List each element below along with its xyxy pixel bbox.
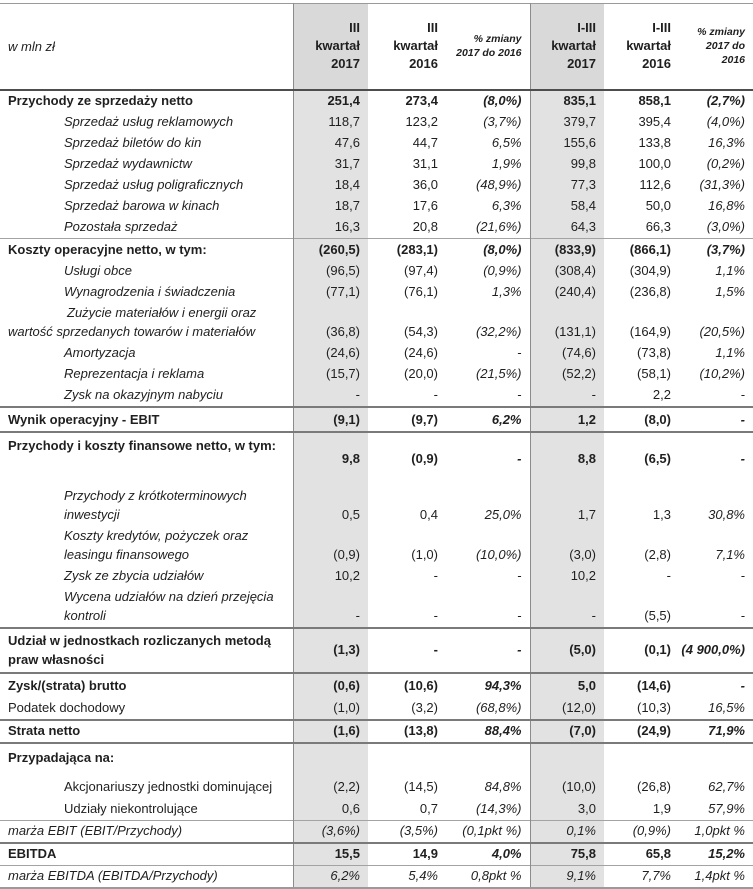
cell-ytd-2017: (12,0) — [530, 697, 604, 720]
cell-chg-q3: (32,2%) — [475, 324, 522, 339]
table-row — [0, 385, 753, 407]
cell-q3-2016: - — [433, 608, 438, 623]
cell-ytd-2016: (304,9) — [629, 263, 671, 278]
cell-chg-q3: - — [446, 628, 530, 673]
row-label: Strata netto — [0, 720, 293, 743]
cell-ytd-2017 — [530, 743, 604, 769]
cell-q3-2016: (14,5) — [404, 779, 438, 794]
row-label: Sprzedaż usług reklamowych — [64, 113, 234, 129]
cell-ytd-2017: 75,8 — [530, 843, 604, 866]
cell-q3-2017: - — [293, 587, 368, 628]
table-row — [0, 133, 753, 154]
table-row — [0, 154, 753, 175]
cell-ytd-2017: (74,6) — [530, 343, 604, 364]
cell-ytd-2016: (236,8) — [629, 284, 671, 299]
cell-ytd-2016: 133,8 — [638, 134, 671, 150]
cell-ytd-2017: (7,0) — [530, 720, 604, 743]
header-line: % zmiany — [697, 26, 745, 39]
cell-ytd-2017: 99,8 — [530, 154, 604, 175]
cell-chg-q3: - — [517, 568, 522, 583]
table-row — [0, 217, 753, 239]
cell-q3-2017: - — [293, 385, 368, 407]
row-label: Zysk na okazyjnym nabyciu — [64, 387, 223, 402]
cell-q3-2017: (9,1) — [293, 407, 368, 432]
cell-ytd-2017: 3,0 — [530, 798, 604, 820]
row-label: Zużycie materiałów i energii oraz wartość sprzedanych towarów i materiałów — [8, 305, 257, 339]
cell-ytd-2017: - — [530, 385, 604, 407]
row-label: Usługi obce — [64, 263, 132, 278]
cell-chg-ytd: - — [679, 407, 753, 432]
cell-chg-q3: (14,3%) — [475, 800, 522, 816]
cell-chg-q3: - — [446, 432, 530, 486]
row-label: Koszty kredytów, pożyczek oraz leasingu finansowego — [64, 528, 249, 562]
cell-chg-ytd: (20,5%) — [699, 324, 745, 339]
cell-q3-2016: - — [368, 628, 446, 673]
cell-q3-2016: (13,8) — [368, 720, 446, 743]
cell-ytd-2016: - — [666, 568, 671, 583]
table-header — [0, 4, 753, 90]
cell-q3-2017: (3,6%) — [293, 820, 368, 843]
cell-q3-2017: (77,1) — [293, 282, 368, 303]
cell-ytd-2017: (240,4) — [530, 282, 604, 303]
cell-q3-2016: 123,2 — [405, 113, 438, 129]
cell-chg-ytd: 30,8% — [708, 507, 745, 522]
cell-q3-2017: 251,4 — [293, 90, 368, 112]
cell-q3-2016: 273,4 — [405, 92, 438, 108]
cell-chg-q3: 6,5% — [491, 134, 522, 150]
table-row — [0, 343, 753, 364]
cell-ytd-2016: 858,1 — [638, 92, 671, 108]
cell-ytd-2016 — [604, 743, 679, 769]
cell-chg-ytd: 16,5% — [708, 700, 745, 715]
cell-q3-2017: 10,2 — [293, 566, 368, 587]
column-header-q3-2016 — [368, 4, 446, 90]
cell-q3-2016: - — [433, 568, 438, 583]
cell-q3-2016: (24,6) — [404, 345, 438, 360]
table-row — [0, 720, 753, 743]
header-line: 2016 — [409, 56, 438, 72]
row-label: Wynik operacyjny - EBIT — [0, 407, 293, 432]
table-row — [0, 112, 753, 133]
row-label: Podatek dochodowy — [8, 700, 126, 715]
cell-chg-ytd: 1,5% — [715, 284, 745, 299]
cell-ytd-2016: (58,1) — [637, 366, 671, 381]
cell-chg-q3 — [446, 743, 530, 769]
header-line: kwartał — [626, 38, 671, 54]
cell-q3-2016: 44,7 — [412, 134, 438, 150]
cell-q3-2016: 0,7 — [419, 800, 438, 816]
cell-ytd-2017: - — [530, 587, 604, 628]
cell-ytd-2017: 64,3 — [530, 217, 604, 239]
cell-chg-ytd: (3,0%) — [706, 218, 745, 234]
row-label: Udział w jednostkach rozliczanych metodą praw własności — [0, 628, 293, 673]
cell-q3-2017: 118,7 — [293, 112, 368, 133]
cell-q3-2017: (2,2) — [293, 769, 368, 798]
cell-ytd-2017: (52,2) — [530, 364, 604, 385]
cell-q3-2017: (36,8) — [293, 303, 368, 343]
cell-chg-q3: 1,9% — [491, 155, 522, 171]
header-line: 2017 do 2016 — [456, 47, 522, 60]
cell-ytd-2016: (0,1) — [604, 628, 679, 673]
table-row — [0, 196, 753, 217]
cell-q3-2016: 0,4 — [419, 507, 438, 522]
row-label: Sprzedaż barowa w kinach — [64, 197, 220, 213]
cell-q3-2016: (9,7) — [368, 407, 446, 432]
cell-chg-ytd: 1,1% — [715, 263, 745, 278]
cell-chg-q3: - — [517, 608, 522, 623]
cell-chg-ytd: - — [740, 387, 745, 402]
cell-q3-2016: (3,2) — [411, 700, 438, 715]
cell-q3-2017: 9,8 — [293, 432, 368, 486]
row-label: Przychody z krótkoterminowych inwestycji — [64, 488, 247, 522]
cell-q3-2016: (0,9) — [368, 432, 446, 486]
cell-chg-q3: 1,3% — [491, 284, 522, 299]
cell-ytd-2016: 50,0 — [645, 197, 671, 213]
cell-q3-2017: 0,5 — [293, 486, 368, 526]
table-row — [0, 261, 753, 282]
cell-ytd-2016: 395,4 — [638, 113, 671, 129]
row-label: Wycena udziałów na dzień przejęcia kontroli — [64, 589, 274, 623]
cell-ytd-2016: 7,7% — [604, 865, 679, 888]
cell-chg-ytd: (0,2%) — [706, 155, 745, 171]
cell-chg-q3: 4,0% — [446, 843, 530, 866]
cell-ytd-2017: 1,2 — [530, 407, 604, 432]
cell-ytd-2016: 100,0 — [638, 155, 671, 171]
cell-ytd-2017: 379,7 — [530, 112, 604, 133]
cell-ytd-2016: (0,9%) — [604, 820, 679, 843]
header-line: % zmiany — [473, 33, 522, 46]
cell-ytd-2016: 65,8 — [604, 843, 679, 866]
cell-ytd-2016: (2,8) — [644, 547, 671, 562]
cell-q3-2017: 15,5 — [293, 843, 368, 866]
cell-q3-2016: (1,0) — [411, 547, 438, 562]
header-line: I-III — [577, 20, 596, 36]
cell-chg-q3: 6,2% — [446, 407, 530, 432]
cell-chg-ytd: (3,7%) — [679, 238, 753, 261]
cell-ytd-2017: (10,0) — [530, 769, 604, 798]
row-label: Sprzedaż biletów do kin — [64, 134, 202, 150]
table-row — [0, 432, 753, 486]
cell-q3-2017: (0,9) — [293, 526, 368, 566]
cell-ytd-2017: 77,3 — [530, 175, 604, 196]
row-label: Przychody i koszty finansowe netto, w tym: — [0, 432, 293, 486]
header-line: 2017 do 2016 — [705, 40, 745, 67]
cell-chg-q3: 94,3% — [446, 673, 530, 697]
row-label: Sprzedaż wydawnictw — [64, 155, 192, 171]
column-header-q3-2017 — [293, 4, 368, 90]
row-label: Zysk ze zbycia udziałów — [64, 568, 204, 583]
unit-label: w mln zł — [0, 4, 293, 90]
cell-ytd-2016: (14,6) — [604, 673, 679, 697]
cell-q3-2017: (1,3) — [293, 628, 368, 673]
cell-chg-ytd: 62,7% — [708, 779, 745, 794]
cell-chg-ytd: (31,3%) — [699, 176, 745, 192]
cell-q3-2017: 0,6 — [293, 798, 368, 820]
cell-ytd-2016: (24,9) — [604, 720, 679, 743]
cell-q3-2017 — [293, 743, 368, 769]
cell-ytd-2017: (833,9) — [530, 238, 604, 261]
cell-q3-2016: 36,0 — [412, 176, 438, 192]
column-header-change-q3 — [446, 4, 530, 90]
row-label: marża EBITDA (EBITDA/Przychody) — [0, 865, 293, 888]
cell-q3-2016: 20,8 — [412, 218, 438, 234]
row-label: Reprezentacja i reklama — [64, 366, 205, 381]
cell-ytd-2016: (26,8) — [637, 779, 671, 794]
cell-ytd-2016: (866,1) — [604, 238, 679, 261]
row-label: Akcjonariuszy jednostki dominującej — [64, 779, 273, 794]
financial-table — [0, 3, 753, 889]
table-row — [0, 673, 753, 697]
table-row — [0, 865, 753, 888]
cell-chg-q3: (0,1pkt %) — [446, 820, 530, 843]
cell-ytd-2017: (308,4) — [530, 261, 604, 282]
cell-chg-ytd: 15,2% — [679, 843, 753, 866]
cell-chg-ytd: 57,9% — [708, 800, 745, 816]
cell-ytd-2017: 5,0 — [530, 673, 604, 697]
cell-chg-q3: 25,0% — [484, 507, 522, 522]
cell-chg-q3: (21,5%) — [475, 366, 522, 381]
header-line: kwartał — [315, 38, 360, 54]
cell-q3-2016: 17,6 — [412, 197, 438, 213]
row-label: Amortyzacja — [64, 345, 136, 360]
cell-chg-q3: 88,4% — [446, 720, 530, 743]
cell-q3-2017: (24,6) — [293, 343, 368, 364]
cell-q3-2017: (260,5) — [293, 238, 368, 261]
cell-ytd-2016: 1,3 — [652, 507, 671, 522]
cell-chg-q3: (68,8%) — [475, 700, 522, 715]
header-line: kwartał — [551, 38, 596, 54]
table-row — [0, 743, 753, 769]
row-label: Przychody ze sprzedaży netto — [8, 92, 193, 108]
row-label: Zysk/(strata) brutto — [0, 673, 293, 697]
table-body — [0, 90, 753, 888]
cell-q3-2017: (1,6) — [293, 720, 368, 743]
cell-ytd-2016: (6,5) — [604, 432, 679, 486]
table-row — [0, 282, 753, 303]
table-row — [0, 407, 753, 432]
cell-chg-q3: 6,3% — [491, 197, 522, 213]
cell-chg-ytd: (2,7%) — [706, 92, 745, 108]
cell-chg-q3: (21,6%) — [475, 218, 522, 234]
table-row — [0, 587, 753, 628]
table-row — [0, 769, 753, 798]
cell-chg-ytd: - — [679, 673, 753, 697]
cell-ytd-2016: (8,0) — [604, 407, 679, 432]
header-line: 2017 — [567, 56, 596, 72]
table-row — [0, 238, 753, 261]
cell-chg-ytd: 16,3% — [708, 134, 745, 150]
cell-ytd-2017: 10,2 — [530, 566, 604, 587]
cell-q3-2017: 18,4 — [293, 175, 368, 196]
table-row — [0, 175, 753, 196]
cell-chg-ytd: (4,0%) — [706, 113, 745, 129]
cell-ytd-2016: (164,9) — [629, 324, 671, 339]
cell-chg-ytd: 1,0pkt % — [679, 820, 753, 843]
cell-q3-2017: (0,6) — [293, 673, 368, 697]
cell-chg-q3: - — [517, 387, 522, 402]
cell-q3-2016: - — [433, 387, 438, 402]
row-label: Przypadająca na: — [0, 743, 293, 769]
table-row — [0, 628, 753, 673]
table-row — [0, 697, 753, 720]
table-row — [0, 526, 753, 566]
cell-chg-ytd: (4 900,0%) — [679, 628, 753, 673]
cell-q3-2017: 47,6 — [293, 133, 368, 154]
cell-ytd-2017: 0,1% — [530, 820, 604, 843]
column-header-ytd-2017 — [530, 4, 604, 90]
column-header-ytd-2016 — [604, 4, 679, 90]
table-row — [0, 90, 753, 112]
row-label: EBITDA — [0, 843, 293, 866]
cell-ytd-2017: (3,0) — [530, 526, 604, 566]
cell-ytd-2017: (5,0) — [530, 628, 604, 673]
cell-ytd-2016: (5,5) — [644, 608, 671, 623]
cell-q3-2016: (97,4) — [404, 263, 438, 278]
cell-chg-ytd: 16,8% — [708, 197, 745, 213]
table-row — [0, 798, 753, 820]
header-line: III — [349, 20, 360, 36]
row-label: Pozostała sprzedaż — [64, 218, 178, 234]
cell-q3-2017: 31,7 — [293, 154, 368, 175]
cell-chg-q3: - — [517, 345, 522, 360]
cell-ytd-2016: (73,8) — [637, 345, 671, 360]
cell-q3-2016 — [368, 743, 446, 769]
cell-chg-q3: (8,0%) — [446, 238, 530, 261]
cell-q3-2016: 14,9 — [368, 843, 446, 866]
cell-ytd-2017: 1,7 — [530, 486, 604, 526]
cell-ytd-2017: 9,1% — [530, 865, 604, 888]
cell-chg-ytd — [679, 743, 753, 769]
cell-chg-ytd: - — [740, 608, 745, 623]
cell-chg-ytd: 7,1% — [715, 547, 745, 562]
cell-chg-ytd: 1,4pkt % — [679, 865, 753, 888]
cell-ytd-2016: 1,9 — [652, 800, 671, 816]
cell-chg-ytd: - — [679, 432, 753, 486]
cell-q3-2016: (10,6) — [368, 673, 446, 697]
row-label: Udziały niekontrolujące — [64, 800, 198, 816]
cell-ytd-2016: (10,3) — [637, 700, 671, 715]
cell-ytd-2017: 835,1 — [530, 90, 604, 112]
cell-chg-ytd: 71,9% — [679, 720, 753, 743]
cell-ytd-2016: 66,3 — [645, 218, 671, 234]
cell-q3-2017: 6,2% — [293, 865, 368, 888]
cell-q3-2017: (1,0) — [293, 697, 368, 720]
cell-chg-q3: (0,9%) — [483, 263, 522, 278]
header-line: kwartał — [393, 38, 438, 54]
table-row — [0, 566, 753, 587]
cell-ytd-2017: 155,6 — [530, 133, 604, 154]
cell-q3-2017: 16,3 — [293, 217, 368, 239]
cell-ytd-2017: 8,8 — [530, 432, 604, 486]
row-label: marża EBIT (EBIT/Przychody) — [0, 820, 293, 843]
cell-chg-q3: (3,7%) — [483, 113, 522, 129]
table-row — [0, 486, 753, 526]
cell-q3-2016: 5,4% — [368, 865, 446, 888]
cell-chg-ytd: 1,1% — [715, 345, 745, 360]
cell-ytd-2016: 2,2 — [652, 387, 671, 402]
cell-q3-2016: (76,1) — [404, 284, 438, 299]
row-label: Wynagrodzenia i świadczenia — [64, 284, 236, 299]
header-line: 2017 — [331, 56, 360, 72]
cell-chg-q3: (10,0%) — [475, 547, 522, 562]
cell-chg-q3: (48,9%) — [475, 176, 522, 192]
cell-ytd-2017: 58,4 — [530, 196, 604, 217]
cell-ytd-2017: (131,1) — [530, 303, 604, 343]
cell-q3-2016: 31,1 — [412, 155, 438, 171]
header-line: 2016 — [642, 56, 671, 72]
cell-chg-ytd: - — [740, 568, 745, 583]
table-row — [0, 303, 753, 343]
header-line: III — [427, 20, 438, 36]
cell-q3-2016: (20,0) — [404, 366, 438, 381]
cell-chg-q3: (8,0%) — [483, 92, 522, 108]
cell-q3-2017: (15,7) — [293, 364, 368, 385]
cell-q3-2017: (96,5) — [293, 261, 368, 282]
cell-chg-q3: 0,8pkt % — [446, 865, 530, 888]
table-row — [0, 820, 753, 843]
column-header-change-ytd — [679, 4, 753, 90]
row-label: Sprzedaż usług poligraficznych — [64, 176, 244, 192]
header-row — [0, 4, 753, 90]
cell-chg-ytd: (10,2%) — [699, 366, 745, 381]
cell-q3-2016: (283,1) — [368, 238, 446, 261]
row-label: Koszty operacyjne netto, w tym: — [0, 238, 293, 261]
cell-ytd-2016: 112,6 — [639, 176, 671, 192]
cell-q3-2017: 18,7 — [293, 196, 368, 217]
cell-chg-q3: 84,8% — [484, 779, 522, 794]
cell-q3-2016: (3,5%) — [368, 820, 446, 843]
table-row — [0, 843, 753, 866]
cell-q3-2016: (54,3) — [404, 324, 438, 339]
header-line: I-III — [652, 20, 671, 36]
table-row — [0, 364, 753, 385]
